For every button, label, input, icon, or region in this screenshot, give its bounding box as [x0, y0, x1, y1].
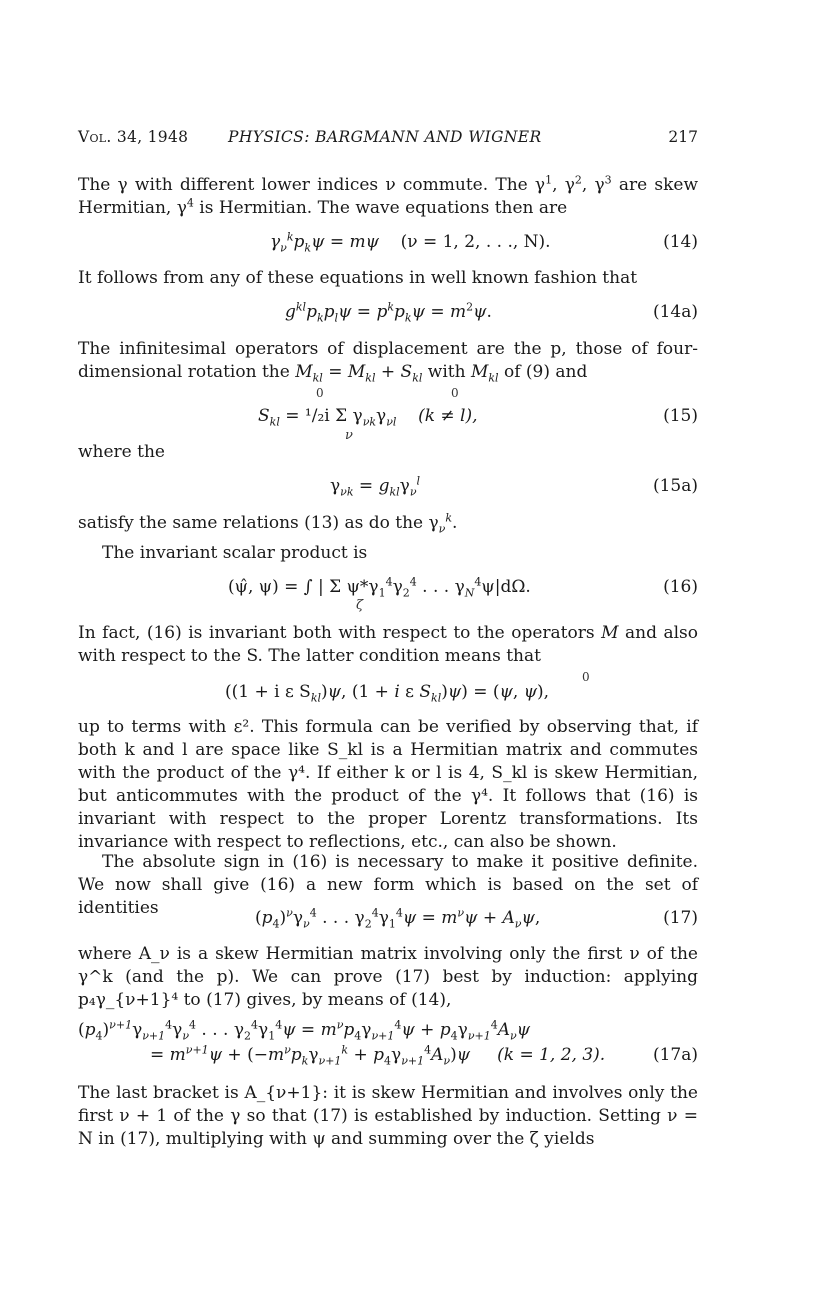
volume-label: Vol. 34, 1948 [78, 128, 189, 146]
equation-14: $\gamma_\nu^kp_k\psi = m\psi$ (ν = 1, 2, . . ., N). [270, 230, 551, 255]
equation-number-14: (14) [663, 232, 698, 252]
equation-17a-line1: $(p_4)^{\nu+1}\gamma_{\nu+1}^4\gamma_\nu^4$ . . . $\gamma_2^4\gamma_1^4\psi = m^\nu p_4\gamma_{\nu+1}^4\psi + p_4\gamma_{\nu+1}^4A_\nu\psi$ [78, 1018, 531, 1043]
paragraph-commute: The γ with different lower indices ν commute. The $\gamma^1$, $\gamma^2$, $\gamma^3$ are skew Hermitian, $\gamma^4$ is Hermitian. The wave equations then are [78, 173, 699, 218]
equation-number-17a: (17a) [652, 1045, 698, 1065]
paragraph-terms: up to terms with ε². This formula can be verified by observing that, if both k and l are space like S_kl is a Hermitian matrix and commutes with the product of the γ⁴. If either k or l is 4, S_kl is skew Hermitian, but anticommutes with the product of the γ⁴. It follows that (16) is invariant with respect to the proper Lorentz transformations. Its invariance with respect to reflections, etc., can also be shown. [78, 717, 698, 852]
paragraph-satisfy: satisfy the same relations (13) as do the $\gamma_\nu^k$. [78, 511, 458, 536]
equation-number-14a: (14a) [652, 302, 698, 322]
equation-14a: $g^{kl}p_kp_l\psi = p^kp_k\psi = m^2\psi$. [285, 300, 492, 325]
paragraph-where-a: where A_ν is a skew Hermitian matrix involving only the first ν of the γ^k (and the p). We can prove (17) best by induction: applying p₄γ_{ν+1}⁴ to (17) gives, by means of (14), [78, 944, 698, 1010]
equation-15: $S_{kl} = ^1/_2i$ Σ $\gamma_{\nu k}\gamma_{\nu l}$ (k ≠ l), [258, 406, 478, 429]
equation-number-15a: (15a) [652, 476, 698, 496]
zero-mark: 0 [582, 670, 590, 684]
equation-number-16: (16) [663, 577, 698, 597]
paragraph-follows: It follows from any of these equations in well known fashion that [78, 268, 638, 288]
equation-17: $(p_4)^\nu\gamma_\nu^4$ . . . $\gamma_2^4\gamma_1^4\psi = m^\nu\psi + A_\nu\psi$, [255, 906, 541, 931]
equation-unnumbered: ((1 + i ε $S_{kl})\psi$, (1 + i ε $S_{kl})\psi) = (\psi$, ψ), [225, 682, 550, 705]
zero-mark: 0 [451, 386, 459, 400]
paragraph-invariant: The invariant scalar product is [102, 543, 368, 563]
equation-17a-line2: = $m^{\nu+1}\psi + (-m^\nu p_k\gamma_{\nu+1}^k + p_4\gamma_{\nu+1}^4A_\nu)\psi$ (k = 1, 2, 3). [150, 1043, 606, 1068]
paragraph-last-bracket: The last bracket is A_{ν+1}: it is skew Hermitian and involves only the first ν + 1 of the γ so that (17) is established by induction. Setting ν = N in (17), multiplying with ψ and summing over the ζ yields [78, 1083, 698, 1149]
equation-15a: $\gamma_{\nu k} = g_{kl}\gamma_\nu^l$ [330, 474, 421, 499]
zero-mark: 0 [316, 386, 324, 400]
running-title: PHYSICS: BARGMANN AND WIGNER [228, 128, 542, 146]
paragraph-infinitesimal: The infinitesimal operators of displacement are the p, those of four-dimensional rotation the $M_{kl} = M_{kl} + S_{kl}$ with $M_{kl}$ of (9) and [78, 339, 698, 385]
sum-index-zeta: ζ [356, 598, 364, 613]
sum-index-nu: ν [345, 428, 353, 443]
equation-16: (ψ̂, ψ) = ∫ | Σ $\psi*\gamma_1^4\gamma_2^4$ . . . $\gamma_N^4\psi|d\Omega$. [228, 575, 531, 600]
paragraph-where: where the [78, 442, 165, 462]
paragraph-in-fact: In fact, (16) is invariant both with respect to the operators M and also with respect to the S. The latter condition means that [78, 623, 699, 666]
page-number: 217 [668, 128, 698, 146]
equation-number-15: (15) [663, 406, 698, 426]
equation-number-17: (17) [663, 908, 698, 928]
paragraph-absolute: The absolute sign in (16) is necessary to make it positive definite. We now shall give (16) a new form which is based on the set of identities [78, 852, 698, 918]
